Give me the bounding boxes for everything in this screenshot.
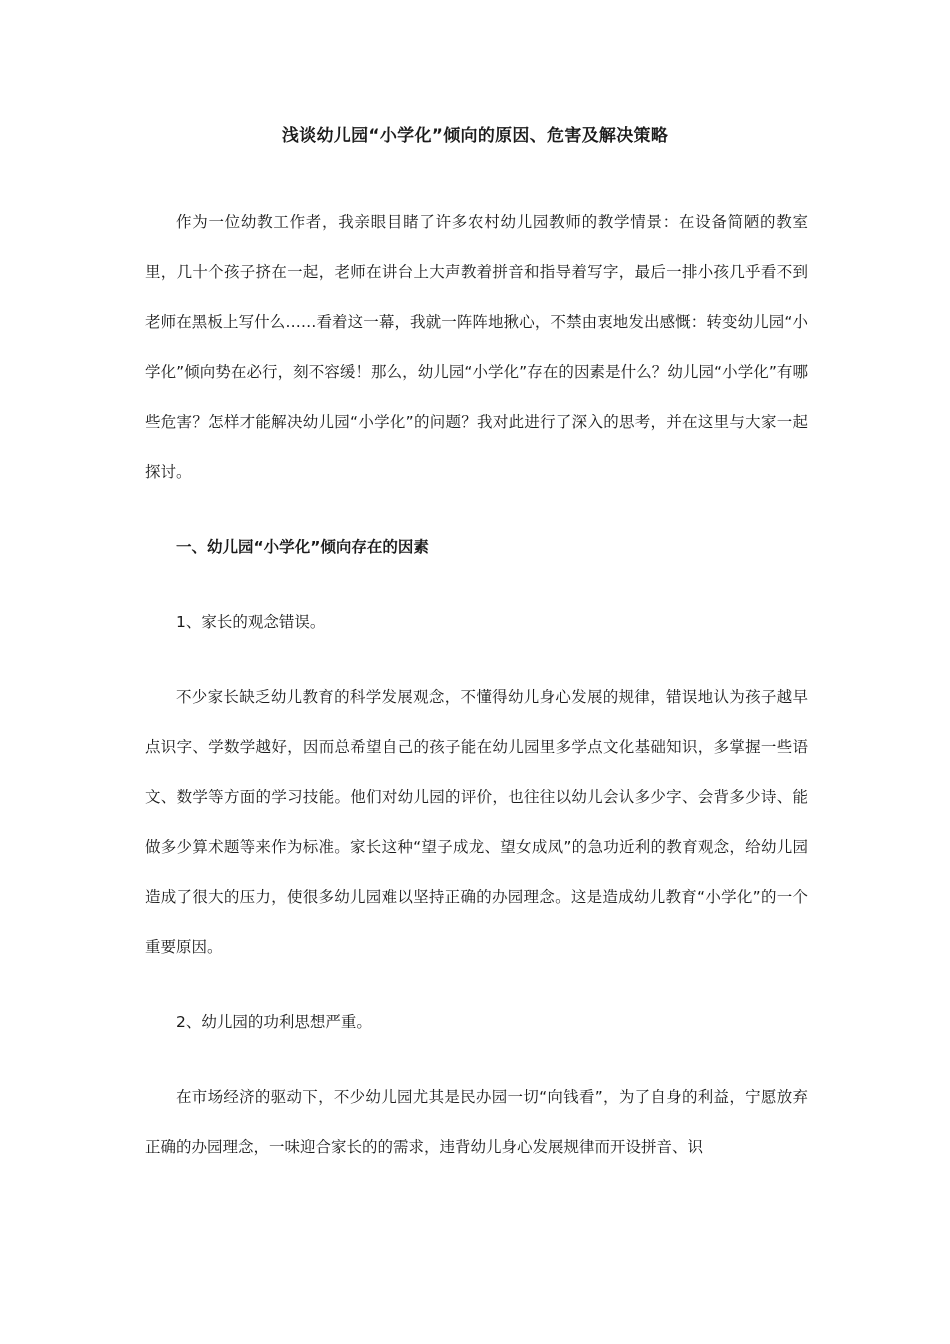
document-title: 浅谈幼儿园“小学化”倾向的原因、危害及解决策略 — [281, 126, 669, 146]
spacer — [145, 647, 808, 672]
point-1-title: 1、家长的观念错误。 — [176, 613, 326, 631]
spacer — [145, 972, 808, 997]
spacer — [145, 1047, 808, 1072]
document-body — [145, 197, 808, 1172]
spacer — [145, 497, 808, 522]
section-heading: 一、幼儿园“小学化”倾向存在的因素 — [176, 538, 429, 556]
point-1-paragraph: 不少家长缺乏幼儿教育的科学发展观念，不懂得幼儿身心发展的规律，错误地认为孩子越早点识字、学数学越好，因而总希望自己的孩子能在幼儿园里多学点文化基础知识，多掌握一些语文、数学等方面的学习技能。他们对幼儿园的评价，也往往以幼儿会认多少字、会背多少诗、能做多少算术题等来作为标准。家长这种“望子成龙、望女成凤”的急功近利的教育观念，给幼儿园造成了很大的压力，使很多幼儿园难以坚持正确的办园理念。这是造成幼儿教育“小学化”的一个重要原因。 — [145, 688, 808, 956]
spacer — [145, 572, 808, 597]
intro-paragraph: 作为一位幼教工作者，我亲眼目睹了许多农村幼儿园教师的教学情景：在设备简陋的教室里，几十个孩子挤在一起，老师在讲台上大声教着拼音和指导着写字，最后一排小孩几乎看不到老师在黑板上写什么……看着这一幕，我就一阵阵地揪心，不禁由衷地发出感慨：转变幼儿园“小学化”倾向势在必行，刻不容缓！那么，幼儿园“小学化”存在的因素是什么？幼儿园“小学化”有哪些危害？怎样才能解决幼儿园“小学化”的问题？我对此进行了深入的思考，并在这里与大家一起探讨。 — [145, 213, 808, 481]
point-2-paragraph: 在市场经济的驱动下，不少幼儿园尤其是民办园一切“向钱看”，为了自身的利益，宁愿放弃正确的办园理念，一味迎合家长的的需求，违背幼儿身心发展规律而开设拼音、识 — [145, 1088, 808, 1156]
point-2-title: 2、幼儿园的功利思想严重。 — [176, 1013, 372, 1031]
